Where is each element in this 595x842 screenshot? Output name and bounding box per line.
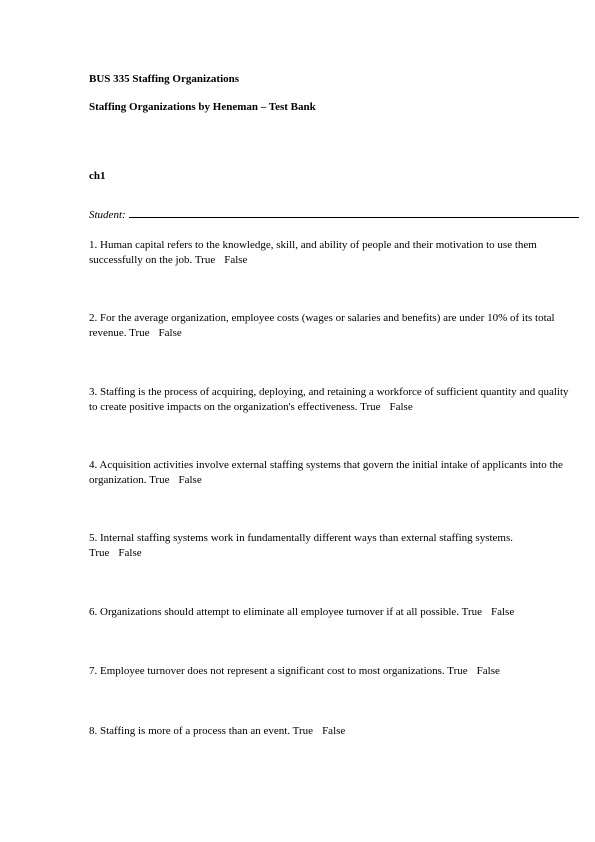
- question-text-line1: 3. Staffing is the process of acquiring, deploying, and retaining a workforce of sufficient quantity and quality: [89, 386, 569, 398]
- true-option[interactable]: True: [194, 253, 216, 266]
- false-option[interactable]: False: [476, 665, 500, 677]
- question-text-line2: successfully on the job.: [89, 253, 193, 266]
- student-label: Student:: [89, 209, 126, 221]
- document-subtitle: Staffing Organizations by Heneman – Test Bank: [89, 101, 316, 113]
- question-text-line1: 4. Acquisition activities involve external staffing systems that govern the initial intake of applicants into the: [89, 459, 563, 471]
- question-4: [89, 458, 563, 487]
- student-name-field[interactable]: [129, 207, 579, 218]
- false-option[interactable]: False: [491, 606, 515, 618]
- false-option[interactable]: False: [178, 473, 202, 486]
- question-1: [89, 238, 537, 267]
- false-option[interactable]: False: [389, 400, 413, 413]
- question-text-line1: 8. Staffing is more of a process than an event.: [89, 725, 291, 737]
- question-8: [89, 724, 345, 739]
- true-option[interactable]: True: [447, 665, 468, 677]
- question-text-line1: 5. Internal staffing systems work in fundamentally different ways than external staffing systems.: [89, 532, 514, 544]
- true-option[interactable]: True: [89, 546, 110, 559]
- false-option[interactable]: False: [118, 546, 142, 559]
- question-5: [89, 531, 513, 560]
- student-name-line: [89, 207, 579, 222]
- question-text-line1: 7. Employee turnover does not represent a significant cost to most organizations.: [89, 665, 445, 677]
- true-option[interactable]: True: [461, 606, 482, 618]
- question-7: [89, 664, 500, 679]
- question-text-line2: organization.: [89, 473, 147, 486]
- question-text-line1: 1. Human capital refers to the knowledge, skill, and ability of people and their motivation to use them: [89, 239, 537, 251]
- question-text-line2: to create positive impacts on the organization's effectiveness.: [89, 400, 358, 413]
- question-6: [89, 605, 514, 620]
- course-title: BUS 335 Staffing Organizations: [89, 73, 240, 85]
- false-option[interactable]: False: [224, 253, 248, 266]
- question-2: [89, 311, 555, 340]
- false-option[interactable]: False: [158, 326, 182, 339]
- true-option[interactable]: True: [292, 725, 314, 737]
- chapter-heading: ch1: [89, 170, 106, 182]
- question-text-line1: 6. Organizations should attempt to eliminate all employee turnover if at all possible.: [89, 606, 460, 618]
- false-option[interactable]: False: [322, 725, 346, 737]
- question-text-line2: revenue.: [89, 326, 127, 339]
- true-option[interactable]: True: [149, 473, 170, 486]
- true-option[interactable]: True: [360, 400, 381, 413]
- true-option[interactable]: True: [129, 326, 150, 339]
- question-3: [89, 385, 569, 414]
- question-text-line1: 2. For the average organization, employee costs (wages or salaries and benefits) are under 10% of its total: [89, 312, 555, 324]
